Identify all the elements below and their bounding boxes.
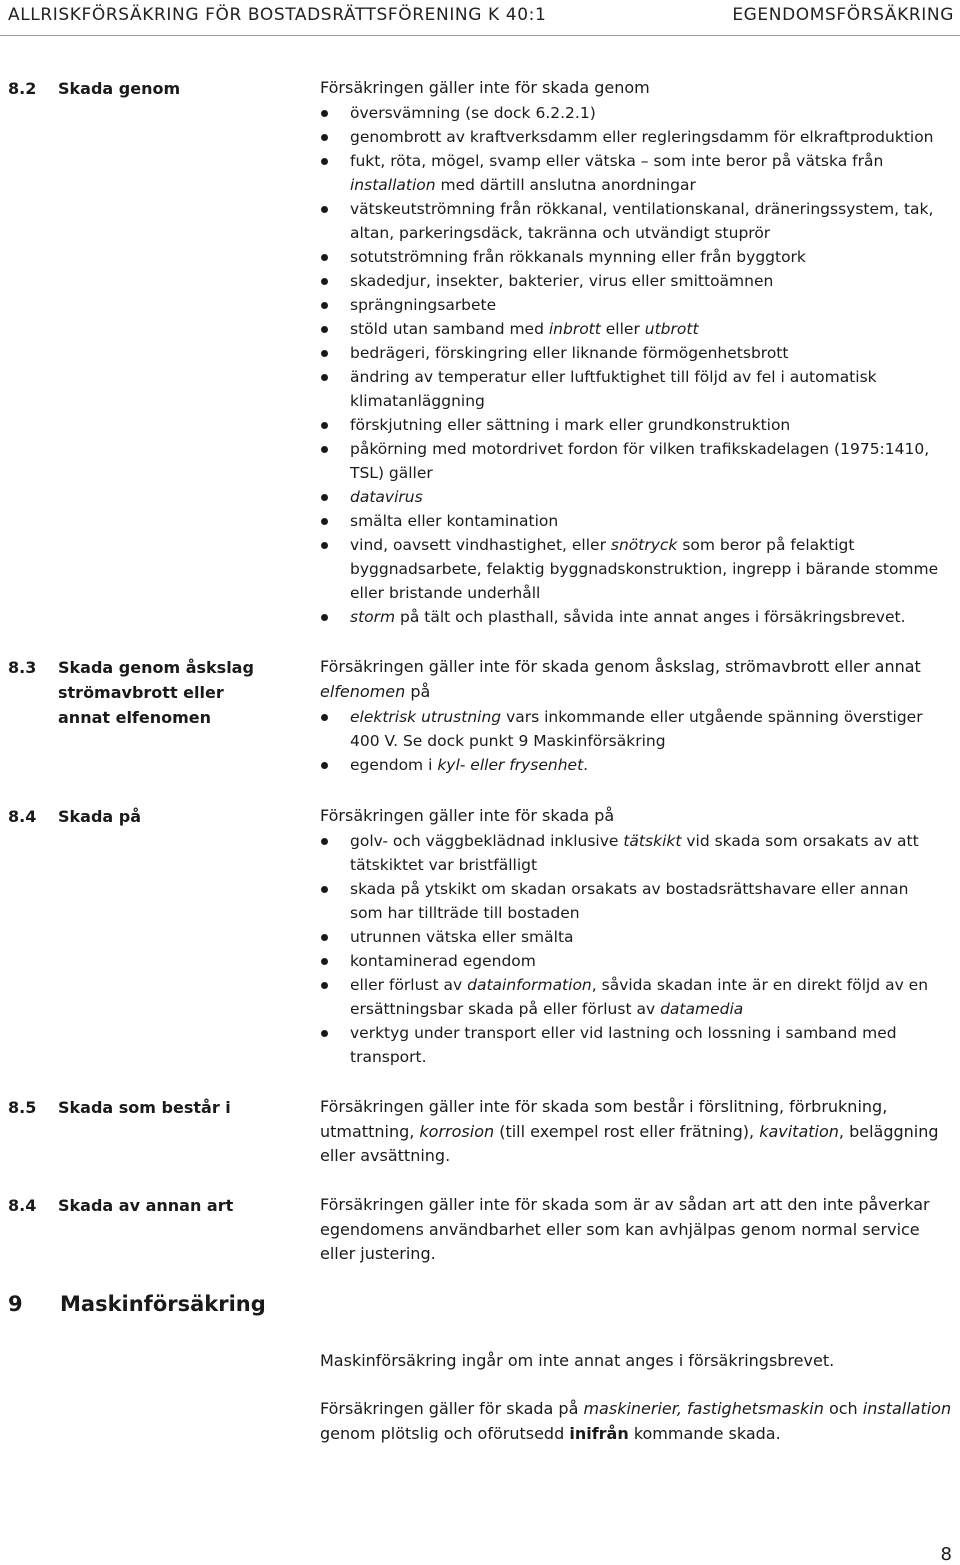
section-number: 8.4 (8, 807, 37, 826)
list-item: påkörning med motordrivet fordon för vilken trafikskadelagen (1975:1410, TSL) gäller (320, 437, 940, 485)
list-item: vätskeutströmning från rökkanal, ventilationskanal, dräneringssystem, tak, altan, parkeringsdäck, takränna och utvändigt stuprör (320, 197, 940, 245)
list-item: ändring av temperatur eller luftfuktighet till följd av fel i automatisk klimatanläggning (320, 365, 940, 413)
section-heading: Skada på (58, 807, 142, 826)
chapter-paragraph: Maskinförsäkring ingår om inte annat anges i försäkringsbrevet. (320, 1351, 835, 1370)
section-heading: Skada som består i (58, 1098, 231, 1117)
section-heading: Skada genom (58, 79, 181, 98)
list-item: verktyg under transport eller vid lastning och lossning i samband med transport. (320, 1021, 940, 1069)
list-item: datavirus (320, 485, 940, 509)
list-item: elektrisk utrustning vars inkommande eller utgående spänning överstiger 400 V. Se dock punkt 9 Maskinförsäkring (320, 705, 940, 753)
list-item: egendom i kyl- eller frysenhet. (320, 753, 940, 777)
list-item: vind, oavsett vindhastighet, eller snötryck som beror på felaktigt byggnadsarbete, felaktig byggnadskonstruktion, ingrepp i bärande stomme eller bristande underhåll (320, 533, 940, 605)
section-number: 8.2 (8, 79, 37, 98)
list-item: utrunnen vätska eller smälta (320, 925, 940, 949)
list-item: eller förlust av datainformation, såvida skadan inte är en direkt följd av en ersättningsbar skada på eller förlust av datamedia (320, 973, 940, 1021)
list-item: smälta eller kontamination (320, 509, 940, 533)
list-item: bedrägeri, förskingring eller liknande förmögenhetsbrott (320, 341, 940, 365)
section-heading: Skada genom åskslag strömavbrott eller annat elfenomen (58, 658, 254, 727)
list-item: storm på tält och plasthall, såvida inte annat anges i försäkringsbrevet. (320, 605, 940, 629)
section-number: 8.3 (8, 658, 37, 677)
list-item: skadedjur, insekter, bakterier, virus eller smittoämnen (320, 269, 940, 293)
list-item: kontaminerad egendom (320, 949, 940, 973)
list-item: golv- och väggbeklädnad inklusive tätskikt vid skada som orsakats av att tätskiktet var bristfälligt (320, 829, 940, 877)
section-heading: Skada av annan art (58, 1196, 234, 1215)
chapter-heading (8, 1292, 266, 1316)
exclusion-list (320, 101, 940, 629)
section-text: Försäkringen gäller inte för skada som är av sådan art att den inte påverkar egendomens användbarhet eller som kan avhjälpas genom normal service eller justering. (320, 1195, 930, 1263)
list-item: förskjutning eller sättning i mark eller grundkonstruktion (320, 413, 940, 437)
running-header (0, 0, 960, 36)
chapter-number: 9 (8, 1292, 23, 1316)
section-intro: Försäkringen gäller inte för skada genom (320, 78, 650, 97)
chapter-title: Maskinförsäkring (60, 1292, 266, 1316)
list-item: sprängningsarbete (320, 293, 940, 317)
list-item: stöld utan samband med inbrott eller utbrott (320, 317, 940, 341)
list-item: sotutströmning från rökkanals mynning eller från byggtork (320, 245, 940, 269)
list-item: genombrott av kraftverksdamm eller regleringsdamm för elkraftproduktion (320, 125, 940, 149)
section-intro: Försäkringen gäller inte för skada på (320, 806, 615, 825)
page-number: 8 (940, 1544, 952, 1565)
section-number: 8.4 (8, 1196, 37, 1215)
chapter-paragraph: Försäkringen gäller för skada på maskinerier, fastighetsmaskin och installation genom plötslig och oförutsedd inifrån kommande skada. (320, 1399, 952, 1443)
list-item: skada på ytskikt om skadan orsakats av bostadsrättshavare eller annan som har tillträde till bostaden (320, 877, 940, 925)
exclusion-list (320, 705, 940, 777)
section-number: 8.5 (8, 1098, 37, 1117)
exclusion-list (320, 829, 940, 1069)
section-intro: Försäkringen gäller inte för skada genom åskslag, strömavbrott eller annat elfenomen på (320, 657, 921, 701)
header-section-title: EGENDOMSFÖRSÄKRING (732, 5, 954, 25)
list-item: översvämning (se dock 6.2.2.1) (320, 101, 940, 125)
header-document-title: ALLRISKFÖRSÄKRING FÖR BOSTADSRÄTTSFÖRENING K 40:1 (8, 5, 547, 25)
section-text: Försäkringen gäller inte för skada som består i förslitning, förbrukning, utmattning, korrosion (till exempel rost eller frätning), kavitation, beläggning eller avsättning. (320, 1097, 939, 1165)
list-item: fukt, röta, mögel, svamp eller vätska – som inte beror på vätska från installation med därtill anslutna anordningar (320, 149, 940, 197)
